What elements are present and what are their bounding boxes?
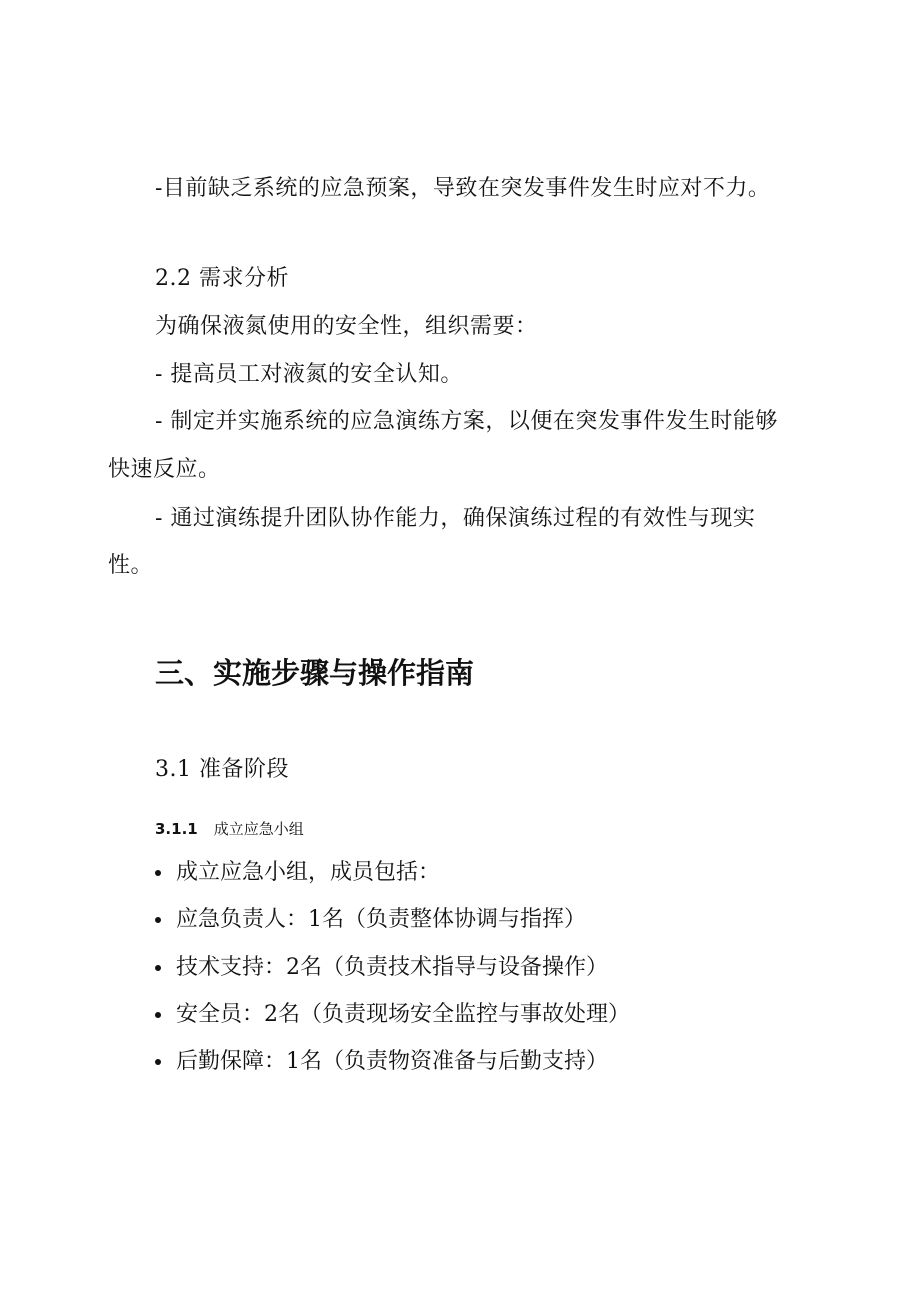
list-line: - 通过演练提升团队协作能力，确保演练过程的有效性与现实 [155, 506, 756, 531]
list-item [155, 862, 440, 884]
bullet-icon [155, 1012, 161, 1018]
heading-text: 成立应急小组 [213, 820, 304, 838]
list-item-text: 安全员：2名（负责现场安全监控与事故处理） [176, 1002, 630, 1027]
list-item-text: 成立应急小组，成员包括： [176, 860, 441, 885]
list-item-text: 后勤保障：1名（负责物资准备与后勤支持） [176, 1049, 608, 1074]
section-title-3: 三、实施步骤与操作指南 [155, 656, 475, 690]
bullet-icon [155, 870, 161, 876]
list-item [155, 957, 608, 979]
list-item-text: 应急负责人：1名（负责整体协调与指挥） [176, 907, 586, 932]
list-item [155, 909, 586, 931]
list-line: - 制定并实施系统的应急演练方案，以便在突发事件发生时能够 [155, 409, 778, 434]
bullet-icon [155, 965, 161, 971]
paragraph-line: -目前缺乏系统的应急预案，导致在突发事件发生时应对不力。 [155, 176, 771, 201]
paragraph-line: 为确保液氮使用的安全性，组织需要： [155, 314, 538, 339]
subsection-heading-3-1: 3.1 准备阶段 [155, 757, 289, 782]
bullet-icon [155, 917, 161, 923]
list-line: - 提高员工对液氮的安全认知。 [155, 362, 463, 387]
list-line-continuation: 性。 [108, 553, 154, 578]
subsection-heading-2-2: 2.2 需求分析 [155, 266, 289, 291]
list-item [155, 1051, 608, 1073]
list-line-continuation: 快速反应。 [108, 457, 221, 482]
bullet-icon [155, 1059, 161, 1065]
list-item [155, 1004, 630, 1026]
list-item-text: 技术支持：2名（负责技术指导与设备操作） [176, 955, 608, 980]
subsubsection-heading-3-1-1 [155, 822, 304, 837]
heading-number: 3.1.1 [155, 820, 198, 838]
